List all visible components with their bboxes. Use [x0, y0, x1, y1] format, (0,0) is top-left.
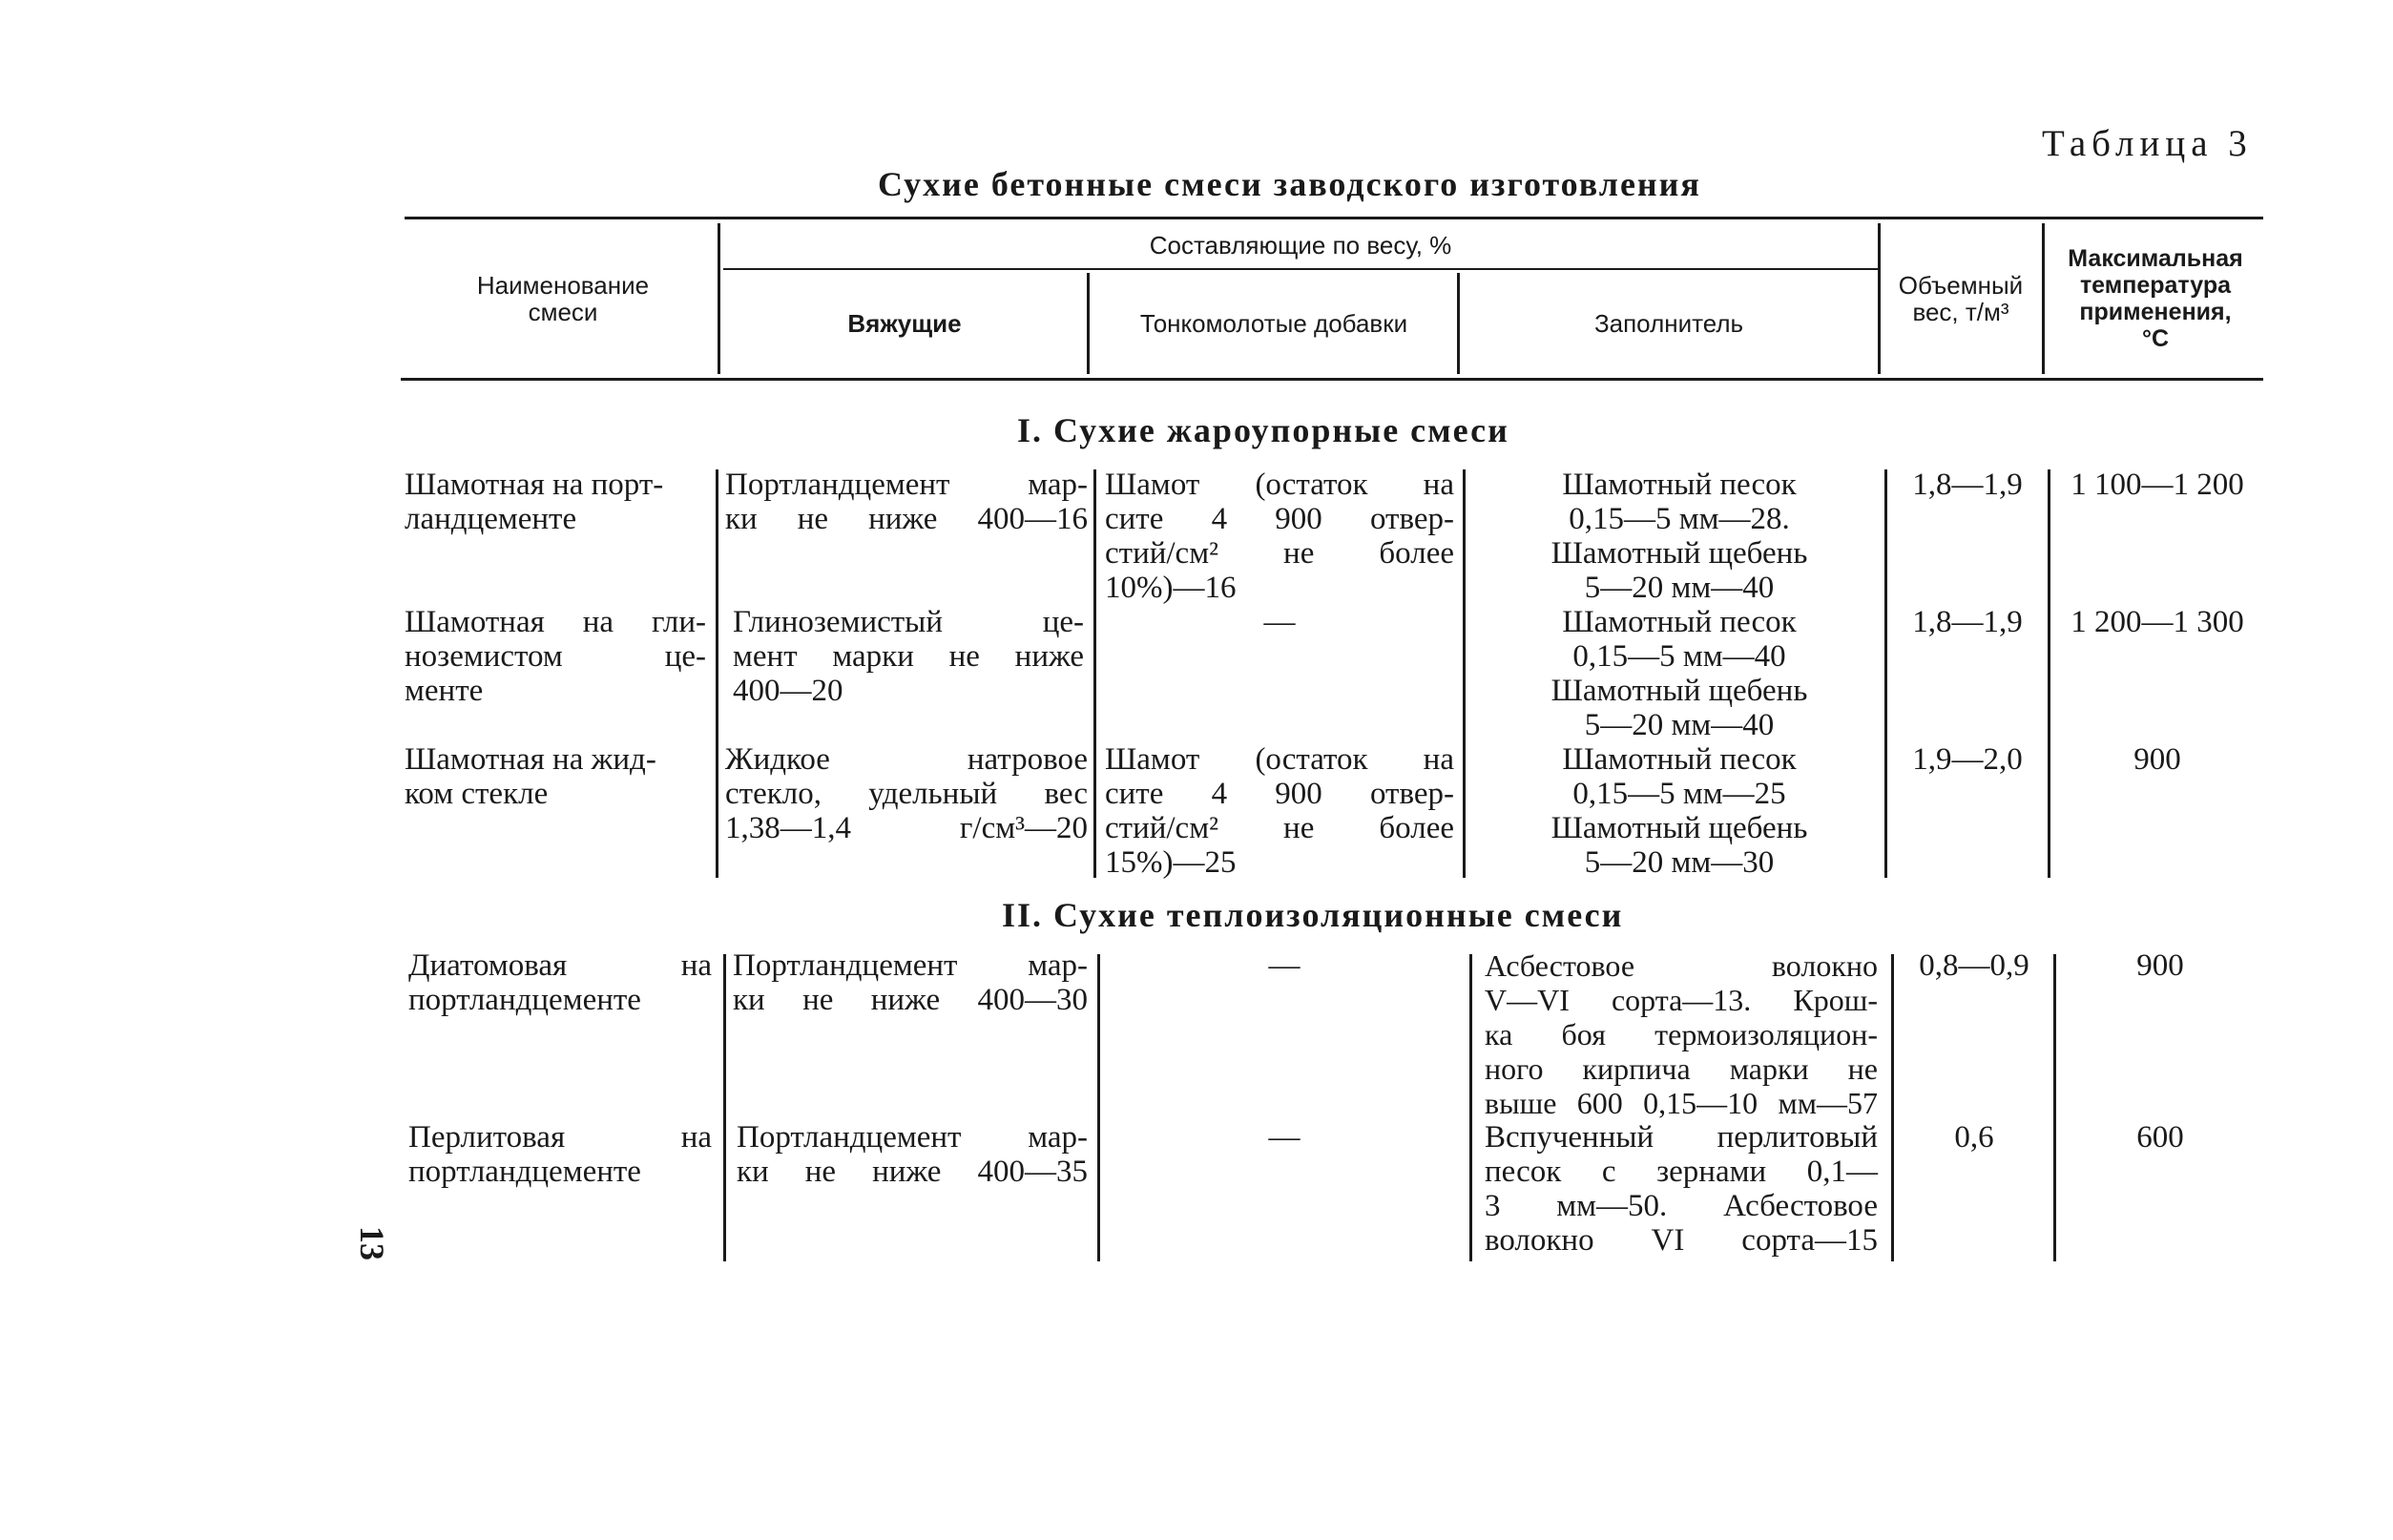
- body-divider-4: [1884, 469, 1887, 878]
- row-additives: —: [1268, 948, 1301, 983]
- row-filler: Шамотный песок 0,15—5 мм—25 Шамотный щебень 5—20 мм—30: [1550, 742, 1808, 880]
- row-name: Шамотная на порт- ландцементе: [405, 468, 664, 536]
- header-divider-5: [2042, 223, 2045, 374]
- row-binder: Глиноземистый це- мент марки не ниже 400—20: [733, 605, 1084, 708]
- body-divider-5: [2053, 954, 2056, 1261]
- row-name: Диатомовая на портландцементе: [408, 948, 712, 1017]
- header-name-col: Наименование смеси: [476, 271, 650, 326]
- row-temp: 1 200—1 300: [2070, 605, 2244, 639]
- header-binder: Вяжущие: [847, 309, 962, 338]
- header-bulk-weight: Объемный вес, т/м³: [1898, 271, 2024, 326]
- row-filler: Асбестовое волокно V—VI сорта—13. Крош- ка боя термоизоляцион- ного кирпича марки не выше 600 0,15—10 мм—57: [1485, 948, 1878, 1120]
- row-filler: Шамотный песок 0,15—5 мм—28. Шамотный щебень 5—20 мм—40: [1550, 468, 1808, 605]
- section-title: II. Сухие теплоизоляционные смеси: [1002, 896, 1624, 934]
- section-title: I. Сухие жароупорные смеси: [1017, 411, 1509, 449]
- header-bottom-rule: [401, 378, 2263, 381]
- row-filler: Шамотный песок 0,15—5 мм—40 Шамотный щебень 5—20 мм—40: [1550, 605, 1808, 742]
- body-divider-2: [1093, 469, 1096, 878]
- row-weight: 0,8—0,9: [1919, 948, 2029, 983]
- header-divider-3: [1457, 273, 1460, 374]
- row-additives: —: [1263, 605, 1296, 639]
- row-binder: Портландцемент мар- ки не ниже 400—35: [737, 1120, 1088, 1189]
- body-divider-3: [1463, 469, 1466, 878]
- row-name: Шамотная на гли- ноземистом це- менте: [405, 605, 706, 708]
- row-weight: 1,8—1,9: [1912, 605, 2023, 639]
- body-divider-2: [1097, 954, 1100, 1261]
- table-number-label: Таблица 3: [2042, 123, 2253, 164]
- body-divider-4: [1891, 954, 1894, 1261]
- row-temp: 900: [2136, 948, 2184, 983]
- row-temp: 600: [2136, 1120, 2184, 1155]
- row-name: Перлитовая на портландцементе: [408, 1120, 712, 1189]
- row-additives: Шамот (остаток на сите 4 900 отвер- стий/см² не более 10%)—16: [1105, 468, 1454, 605]
- row-name: Шамотная на жид- ком стекле: [405, 742, 656, 811]
- header-max-temp: Максимальная температура применения, °С: [2068, 245, 2243, 352]
- table-top-rule: [405, 217, 2263, 219]
- row-filler: Вспученный перлитовый песок с зернами 0,1— 3 мм—50. Асбестовое волокно VI сорта—15: [1485, 1120, 1878, 1258]
- row-weight: 1,8—1,9: [1912, 468, 2023, 502]
- table-title: Сухие бетонные смеси заводского изготовления: [878, 165, 1701, 203]
- row-binder: Портландцемент мар- ки не ниже 400—16: [725, 468, 1088, 536]
- header-fine-additives: Тонкомолотые добавки: [1139, 309, 1408, 338]
- row-additives: —: [1268, 1120, 1301, 1155]
- body-divider-1: [723, 954, 726, 1261]
- page-number: 13: [353, 1226, 391, 1260]
- row-temp: 1 100—1 200: [2070, 468, 2244, 502]
- body-divider-3: [1469, 954, 1472, 1261]
- header-group-rule: [723, 268, 1878, 270]
- row-weight: 0,6: [1954, 1120, 1994, 1155]
- header-divider-2: [1087, 273, 1090, 374]
- row-weight: 1,9—2,0: [1912, 742, 2023, 777]
- header-divider-1: [718, 223, 720, 374]
- body-divider-1: [716, 469, 718, 878]
- body-divider-5: [2048, 469, 2050, 878]
- row-additives: Шамот (остаток на сите 4 900 отвер- стий/см² не более 15%)—25: [1105, 742, 1454, 880]
- row-binder: Жидкое натровое стекло, удельный вес 1,38—1,4 г/см³—20: [725, 742, 1088, 845]
- row-binder: Портландцемент мар- ки не ниже 400—30: [733, 948, 1088, 1017]
- header-filler: Заполнитель: [1593, 309, 1744, 338]
- row-temp: 900: [2133, 742, 2181, 777]
- header-divider-4: [1878, 223, 1881, 374]
- header-components-group: Составляющие по весу, %: [1149, 231, 1452, 260]
